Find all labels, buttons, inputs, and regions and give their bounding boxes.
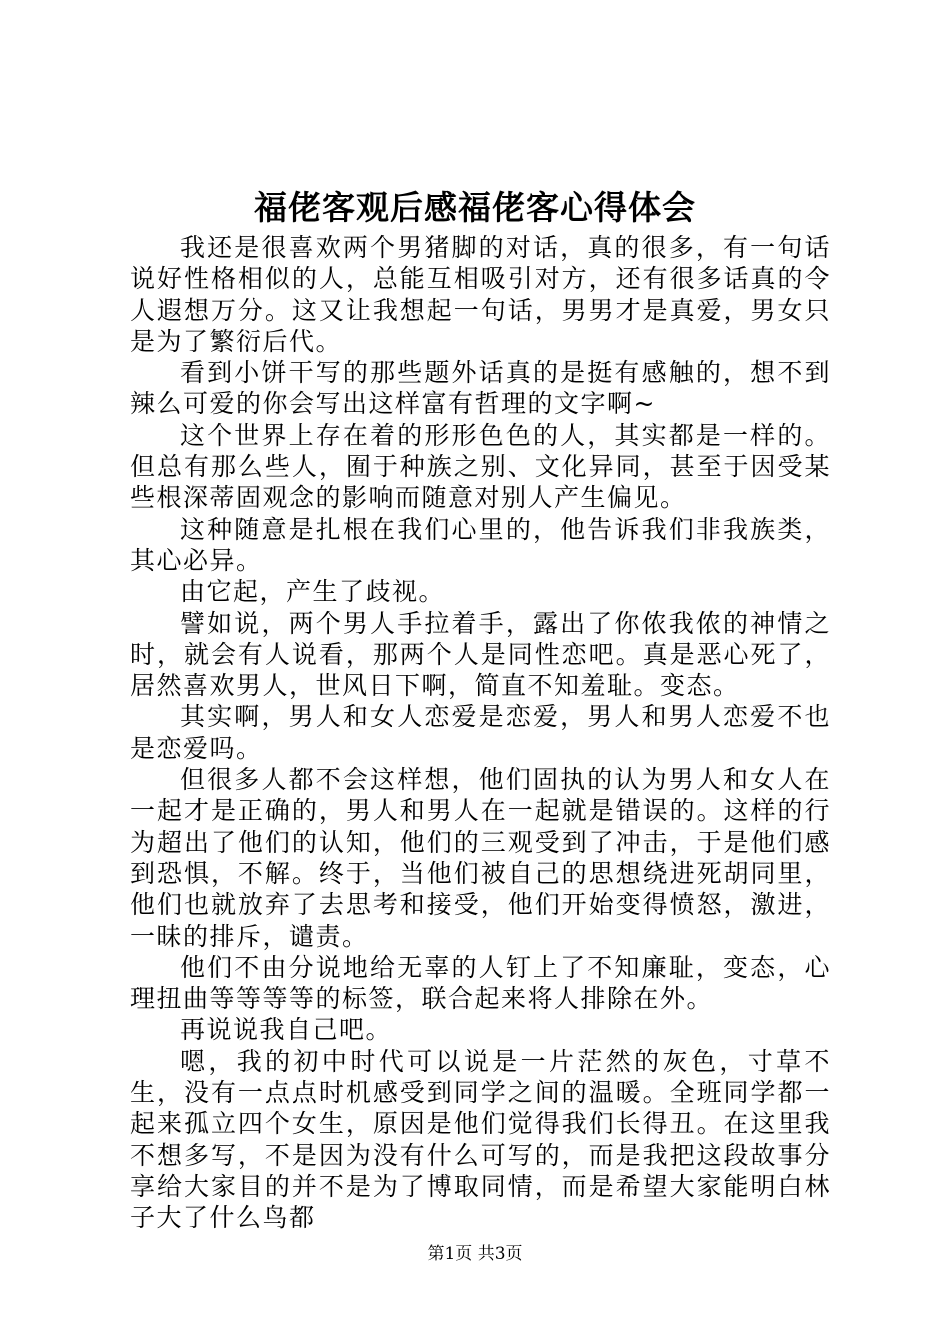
paragraph: 他们不由分说地给无辜的人钉上了不知廉耻，变态，心理扭曲等等等等的标签，联合起来将人排除在外。 (130, 952, 831, 1014)
paragraph: 譬如说，两个男人手拉着手，露出了你侬我侬的神情之时，就会有人说看，那两个人是同性恋吧。真是恶心死了，居然喜欢男人，世风日下啊，简直不知羞耻。变态。 (130, 608, 831, 701)
page-number-footer: 第1页 共3页 (427, 1244, 523, 1264)
paragraph: 我还是很喜欢两个男猪脚的对话，真的很多，有一句话说好性格相似的人，总能互相吸引对方，还有很多话真的令人遐想万分。这又让我想起一句话，男男才是真爱，男女只是为了繁衍后代。 (130, 233, 831, 356)
paragraph: 由它起，产生了歧视。 (180, 577, 446, 607)
paragraph: 但很多人都不会这样想，他们固执的认为男人和女人在一起才是正确的，男人和男人在一起就是错误的。这样的行为超出了他们的认知，他们的三观受到了冲击，于是他们感到恐惧，不解。终于，当他们被自己的思想绕进死胡同里，他们也就放弃了去思考和接受，他们开始变得愤怒，激进，一昧的排斥，谴责。 (130, 765, 831, 951)
paragraph: 其实啊，男人和女人恋爱是恋爱，男人和男人恋爱不也是恋爱吗。 (130, 702, 831, 763)
paragraph: 这种随意是扎根在我们心里的，他告诉我们非我族类，其心必异。 (130, 514, 831, 575)
paragraph: 嗯，我的初中时代可以说是一片茫然的灰色，寸草不生，没有一点点时机感受到同学之间的温暖。全班同学都一起来孤立四个女生，原因是他们觉得我们长得丑。在这里我不想多写，不是因为没有什么可写的，而是我把这段故事分享给大家目的并不是为了博取同情，而是希望大家能明白林子大了什么鸟都 (130, 1046, 831, 1233)
paragraph: 看到小饼干写的那些题外话真的是挺有感触的，想不到辣么可爱的你会写出这样富有哲理的文字啊~ (130, 358, 831, 419)
document-body (130, 232, 831, 1234)
document-title: 福佬客观后感福佬客心得体会 (254, 188, 696, 227)
paragraph: 再说说我自己吧。 (180, 1015, 393, 1045)
paragraph: 这个世界上存在着的形形色色的人，其实都是一样的。但总有那么些人，囿于种族之别、文化异同，甚至于因受某些根深蒂固观念的影响而随意对别人产生偏见。 (130, 420, 831, 513)
